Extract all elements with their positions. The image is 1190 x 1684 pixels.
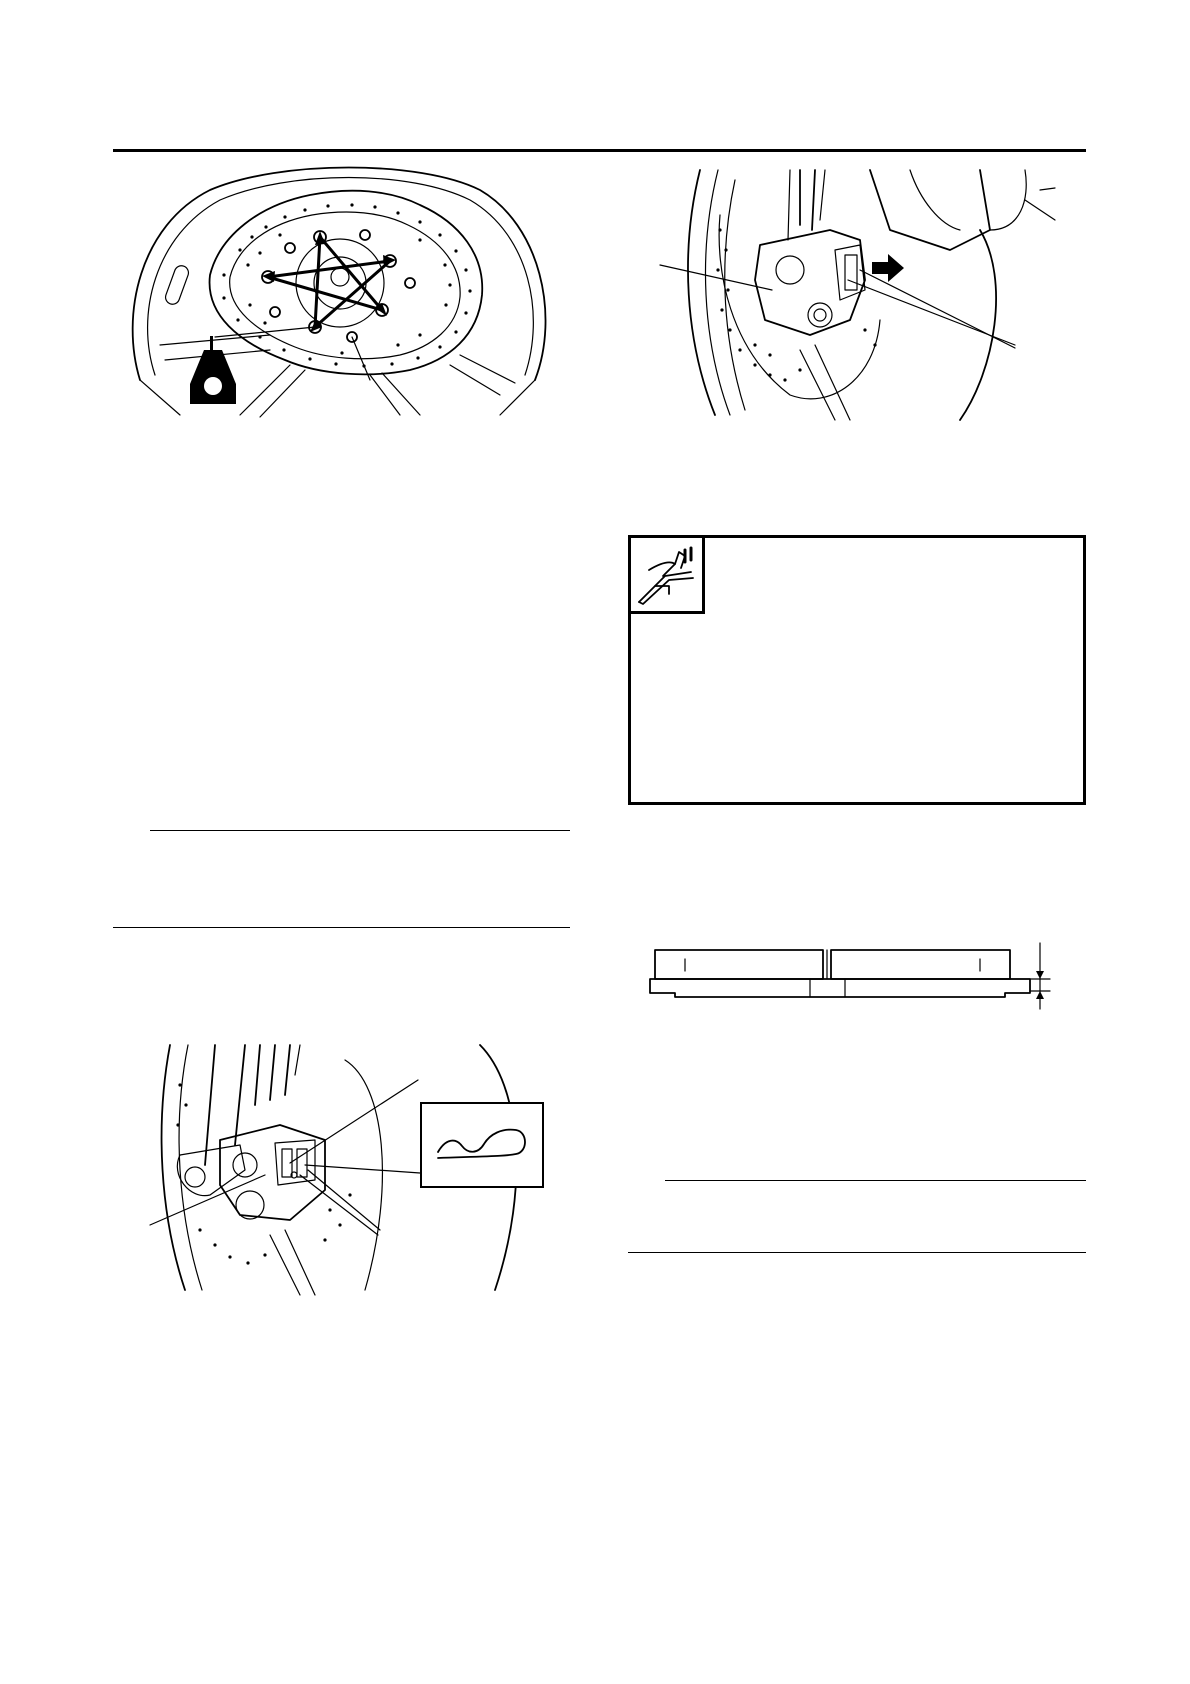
- caliper-measure-icon: [631, 538, 705, 614]
- caliper-pad-removal-figure: [660, 170, 1060, 420]
- note-rule-bottom: [113, 927, 570, 928]
- right-note-rule-bottom: [628, 1252, 1086, 1253]
- spec-box: [628, 535, 1086, 805]
- locking-agent-icon: [190, 336, 236, 406]
- right-note-rule-top: [665, 1180, 1086, 1181]
- spec-box-content: [721, 558, 1063, 782]
- pad-clip-inset: [420, 1102, 544, 1188]
- brake-disc-figure: [120, 165, 560, 420]
- note-rule-top: [150, 830, 570, 831]
- pad-clip-icon: [436, 1122, 532, 1168]
- header-rule: [113, 149, 1086, 152]
- brake-pad-diagram: [645, 935, 1055, 1015]
